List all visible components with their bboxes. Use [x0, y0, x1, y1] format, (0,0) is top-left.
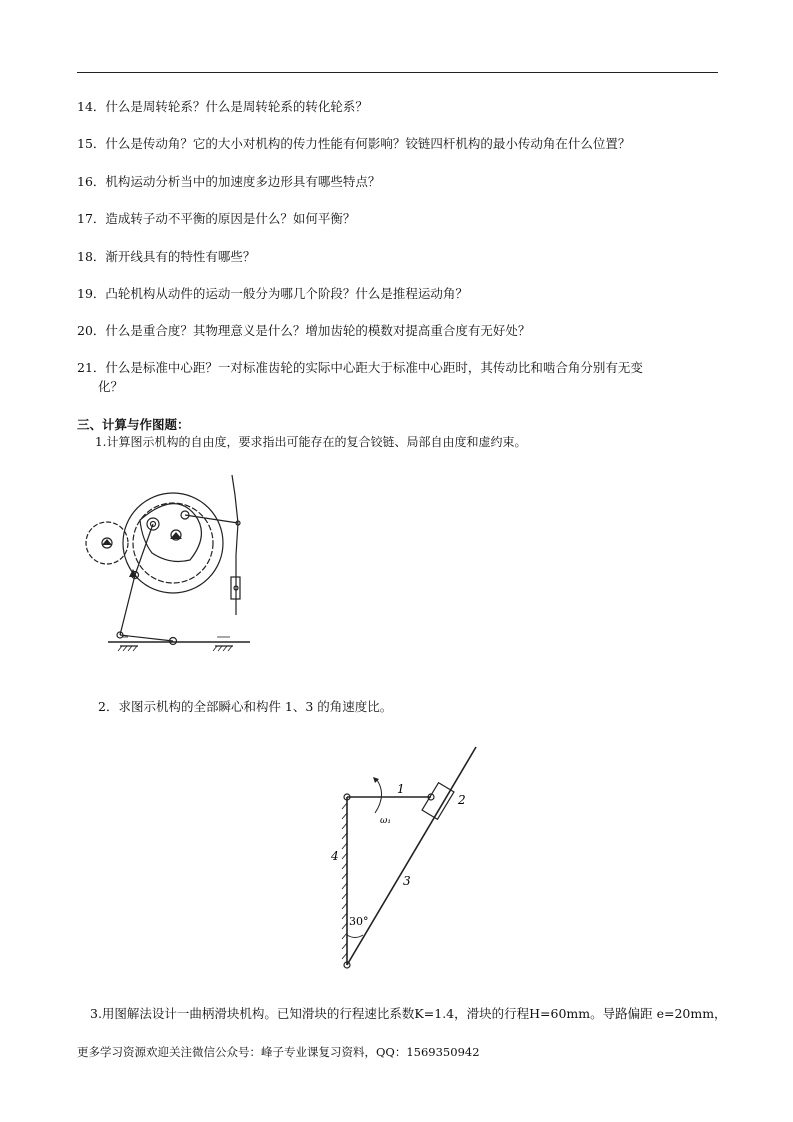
link-1-label: 1 — [397, 782, 405, 796]
question-14: 14．什么是周转轮系？什么是周转轮系的转化轮系？ — [77, 99, 368, 114]
header-rule — [77, 72, 718, 73]
angle-label: 30° — [349, 915, 369, 928]
problem-2-text: 2．求图示机构的全部瞬心和构件 1、3 的角速度比。 — [98, 699, 393, 714]
question-17: 17．造成转子动不平衡的原因是什么？如何平衡？ — [77, 211, 356, 226]
omega-label: ω₁ — [380, 816, 391, 826]
figure-1-mechanism — [80, 465, 270, 660]
figure-2-linkage — [325, 745, 495, 975]
problem-3-text: 3.用图解法设计一曲柄滑块机构。已知滑块的行程速比系数K=1.4，滑块的行程H=60mm。导路偏距 e=20mm， — [90, 1006, 727, 1021]
question-21: 21．什么是标准中心距？一对标准齿轮的实际中心距大于标准中心距时，其传动比和啮合角分别有无变 — [77, 360, 643, 375]
question-15: 15．什么是传动角？它的大小对机构的传力性能有何影响？铰链四杆机构的最小传动角在什么位置？ — [77, 136, 631, 151]
question-19: 19．凸轮机构从动件的运动一般分为哪几个阶段？什么是推程运动角？ — [77, 286, 468, 301]
link-4-label: 4 — [331, 849, 339, 863]
question-21-continued: 化？ — [98, 379, 124, 394]
question-20: 20．什么是重合度？其物理意义是什么？增加齿轮的模数对提高重合度有无好处？ — [77, 323, 531, 338]
question-18: 18．渐开线具有的特性有哪些？ — [77, 249, 256, 264]
section-title: 三、计算与作图题： — [77, 417, 190, 432]
problem-1-text: 1.计算图示机构的自由度，要求指出可能存在的复合铰链、局部自由度和虚约束。 — [95, 435, 527, 449]
footer-text: 更多学习资源欢迎关注微信公众号：峰子专业课复习资料，QQ：1569350942 — [77, 1045, 480, 1059]
link-2-label: 2 — [458, 793, 466, 807]
link-3-label: 3 — [403, 874, 411, 888]
question-16: 16．机构运动分析当中的加速度多边形具有哪些特点？ — [77, 174, 381, 189]
